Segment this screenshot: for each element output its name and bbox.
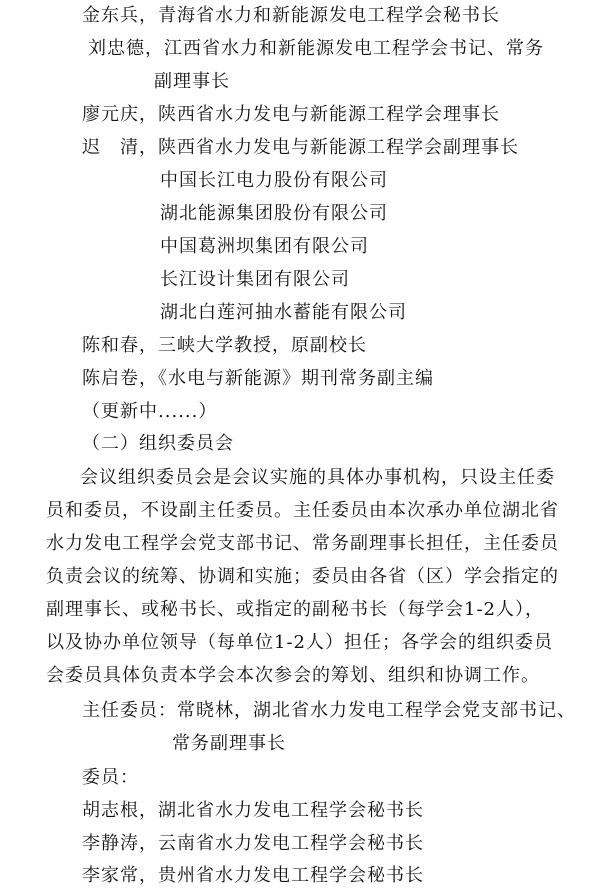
paragraph-line: 会议组织委员会是会议实施的具体办事机构，只设主任委 bbox=[80, 467, 555, 488]
committee-member-line: 李家常，贵州省水力发电工程学会秘书长 bbox=[82, 865, 424, 886]
member-line: 刘忠德，江西省水力和新能源发电工程学会书记、常务 bbox=[88, 38, 544, 59]
section-heading: （二）组织委员会 bbox=[82, 433, 234, 454]
unit-line: 湖北白莲河抽水蓄能有限公司 bbox=[160, 302, 407, 323]
paragraph-line: 会委员具体负责本学会本次参会的筹划、组织和协调工作。 bbox=[46, 665, 540, 686]
director-line: 主任委员：常晓林，湖北省水力发电工程学会党支部书记、 bbox=[82, 700, 576, 721]
expert-line: 陈和春，三峡大学教授，原副校长 bbox=[82, 335, 367, 356]
member-line: 廖元庆，陕西省水力发电与新能源工程学会理事长 bbox=[82, 104, 500, 125]
paragraph-line: 水力发电工程学会党支部书记、常务副理事长担任，主任委员 bbox=[46, 533, 559, 554]
member-line-continuation: 副理事长 bbox=[154, 71, 230, 92]
members-label: 委员： bbox=[82, 767, 139, 788]
expert-line: 陈启卷，《水电与新能源》期刊常务副主编 bbox=[82, 368, 434, 389]
committee-member-line: 李静涛，云南省水力发电工程学会秘书长 bbox=[82, 833, 424, 854]
paragraph-line: 负责会议的统筹、协调和实施；委员由各省（区）学会指定的 bbox=[46, 566, 559, 587]
unit-line: 长江设计集团有限公司 bbox=[160, 269, 350, 290]
unit-line: 中国长江电力股份有限公司 bbox=[160, 170, 388, 191]
director-line-continuation: 常务副理事长 bbox=[172, 733, 286, 754]
paragraph-line: 员和委员，不设副主任委员。主任委员由本次承办单位湖北省 bbox=[46, 500, 559, 521]
committee-member-line: 胡志根，湖北省水力发电工程学会秘书长 bbox=[82, 800, 424, 821]
paragraph-line: 以及协办单位领导（每单位1-2人）担任；各学会的组织委员 bbox=[46, 632, 553, 653]
member-line: 金东兵，青海省水力和新能源发电工程学会秘书长 bbox=[82, 5, 500, 26]
updating-note: （更新中......） bbox=[82, 401, 218, 422]
unit-line: 湖北能源集团股份有限公司 bbox=[160, 203, 388, 224]
member-line: 迟 清，陕西省水力发电与新能源工程学会副理事长 bbox=[82, 137, 519, 158]
unit-line: 中国葛洲坝集团有限公司 bbox=[160, 236, 369, 257]
paragraph-line: 副理事长、或秘书长、或指定的副秘书长（每学会1-2人）， bbox=[46, 599, 544, 620]
